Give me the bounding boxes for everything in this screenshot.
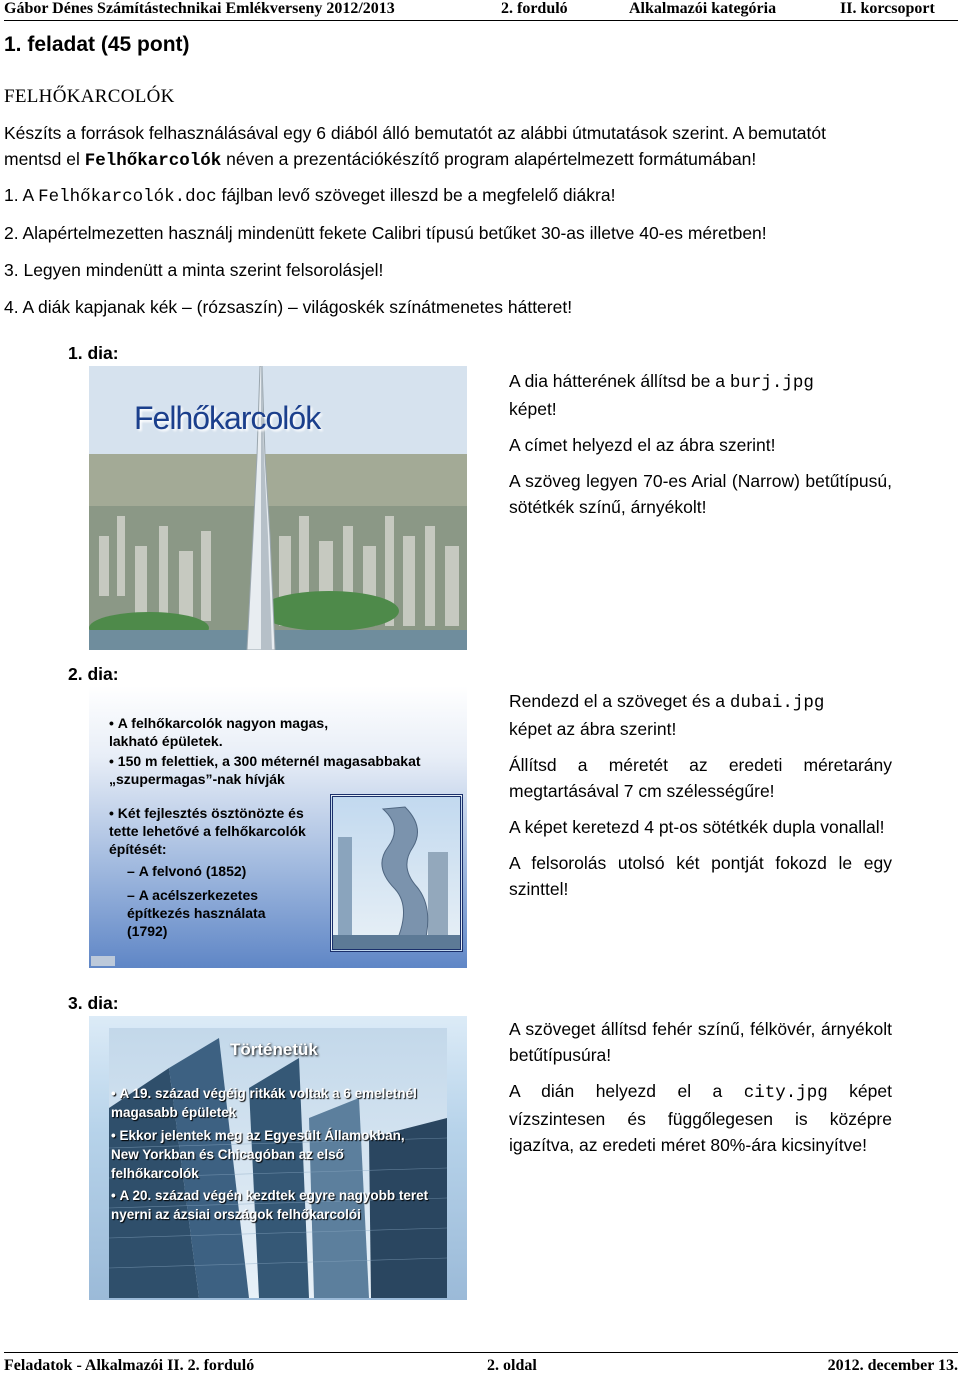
slide-3-bullet-2: • Ekkor jelentek meg az Egyesült Államokban, New Yorkban és Chicagóban az első felhőkarcolók	[111, 1128, 405, 1181]
dia-1-instr-3: A szöveg legyen 70-es Arial (Narrow) betűtípusú, sötétkék színű, árnyékolt!	[509, 471, 892, 517]
dia-2-instr-1-pre: Rendezd el a szöveget és a	[509, 691, 730, 711]
slide-2-subbullet-2-text: A acélszerkezetes építkezés használata (1792)	[127, 887, 266, 939]
slide-2-subbullet-1-text: A felvonó (1852)	[138, 863, 247, 879]
slide-3-preview	[89, 1016, 467, 1300]
dia-2-instructions	[509, 688, 892, 912]
dia-3-label: 3. dia:	[68, 993, 119, 1013]
step-1	[4, 185, 615, 207]
slide-2-bullet-3-text: Két fejlesztés ösztönözte és tette lehetővé a felhőkarcolók építését:	[109, 805, 306, 857]
dia-3-instr-2-post: képet vízszintesen és függőlegesen is középre igazítva, az eredeti méret 80%-ára kicsinyítve!	[509, 1081, 892, 1155]
slide-1-preview	[89, 366, 467, 650]
step-2: 2. Alapértelmezetten használj mindenütt fekete Calibri típusú betűket 30-as illetve 40-es méretben!	[4, 223, 767, 243]
dia-2-instr-4: A felsorolás utolsó két pontját fokozd le egy szinttel!	[509, 853, 892, 899]
page-footer	[4, 1352, 958, 1375]
slide-2-nav-icon	[91, 956, 115, 966]
dia-1-instructions	[509, 368, 892, 530]
header-competition: Gábor Dénes Számítástechnikai Emlékverseny 2012/2013	[4, 0, 395, 17]
dia-2-label: 2. dia:	[68, 664, 119, 684]
dia-1-instr-1-pre: A dia hátterének állítsd be a	[509, 371, 730, 391]
dia-1-instr-1	[509, 368, 892, 422]
footer-left: Feladatok - Alkalmazói II. 2. forduló	[4, 1357, 255, 1374]
page-header	[4, 0, 958, 21]
header-category: Alkalmazói kategória	[629, 0, 777, 17]
dia-3-instr-1: A szöveget állítsd fehér színű, félkövér, árnyékolt betűtípusúra!	[509, 1019, 892, 1065]
footer-date: 2012. december 13.	[827, 1357, 958, 1374]
dubai-image	[330, 794, 463, 952]
slide-2-subbullet-1: – A felvonó (1852)	[127, 863, 247, 879]
slide-2-preview	[89, 686, 467, 968]
dia-2-instr-2: Állítsd a méretét az eredeti méretarány megtartásával 7 cm szélességűre!	[509, 755, 892, 801]
step-1-rest: fájlban levő szöveget illeszd be a megfelelő diákra!	[216, 185, 616, 205]
header-group: II. korcsoport	[840, 0, 935, 17]
slide-3-bullet-2-text: Ekkor jelentek meg az Egyesült Államokban, New Yorkban és Chicagóban az első felhőkarcolók	[111, 1128, 405, 1181]
slide-2-bullet-3: • Két fejlesztés ösztönözte és tette lehetővé a felhőkarcolók építését:	[109, 805, 306, 857]
header-round: 2. forduló	[501, 0, 568, 17]
dia-3-instr-2	[509, 1078, 892, 1158]
step-3: 3. Legyen mindenütt a minta szerint felsorolásjel!	[4, 260, 384, 280]
slide-2-bullet-1: • A felhőkarcolók nagyon magas, lakható épületek.	[109, 715, 329, 749]
intro-line-1: Készíts a források felhasználásával egy 6 diából álló bemutatót az alábbi útmutatások szerint. A bemutatót	[4, 123, 826, 143]
dia-3-instructions	[509, 1016, 892, 1168]
task-title: 1. feladat (45 pont)	[4, 33, 190, 56]
dia-1-instr-1-post: képet!	[509, 399, 557, 419]
slide-2-bullet-1-text: A felhőkarcolók nagyon magas, lakható épületek.	[109, 715, 329, 749]
dia-2-instr-1-post: képet az ábra szerint!	[509, 719, 677, 739]
slide-2-subbullet-2: – A acélszerkezetes építkezés használata (1792)	[127, 887, 266, 939]
dubai-filename: dubai.jpg	[729, 693, 825, 713]
step-1-num: 1. A	[4, 185, 39, 205]
slide-3-bullet-3-text: A 20. század végén kezdtek egyre nagyobb teret nyerni az ázsiai országok felhőkarcolói	[111, 1188, 429, 1222]
slide-3-bullet-1-text: A 19. század végéig ritkák voltak a 6 emeletnél magasabb épületek	[111, 1086, 417, 1120]
dubai-tower-illustration	[333, 797, 460, 949]
intro-line-2-post: néven a prezentációkészítő program alapértelmezett formátumában!	[221, 149, 757, 169]
dia-1-label: 1. dia:	[68, 343, 119, 363]
dia-2-instr-1	[509, 688, 892, 742]
step-4: 4. A diák kapjanak kék – (rózsaszín) – világoskék színátmenetes hátteret!	[4, 297, 573, 317]
dia-1-instr-2: A címet helyezd el az ábra szerint!	[509, 435, 776, 455]
slide-3-title: Történetük	[230, 1040, 318, 1059]
city-filename: city.jpg	[743, 1083, 828, 1103]
slide-2-bullet-2: • 150 m felettiek, a 300 méternél magasabbakat „szupermagas”-nak hívják	[109, 753, 421, 787]
dia-3-instr-2-pre: A dián helyezd el a	[509, 1081, 744, 1101]
intro-line-2	[4, 146, 756, 174]
footer-page: 2. oldal	[487, 1357, 537, 1374]
slide-1-title: Felhőkarcolók	[134, 400, 321, 436]
slide-3-bullet-3: • A 20. század végén kezdtek egyre nagyobb teret nyerni az ázsiai országok felhőkarcolói	[111, 1188, 429, 1222]
burj-filename: burj.jpg	[729, 373, 814, 393]
dia-2-instr-3: A képet keretezd 4 pt-os sötétkék dupla vonallal!	[509, 817, 885, 837]
document-title: FELHŐKARCOLÓK	[4, 86, 175, 107]
step-1-file: Felhőkarcolók.doc	[38, 187, 217, 207]
intro-line-2-pre: mentsd el	[4, 149, 85, 169]
slide-2-bullet-2-text: 150 m felettiek, a 300 méternél magasabbakat „szupermagas”-nak hívják	[109, 753, 421, 787]
slide-3-bullet-1: • A 19. század végéig ritkák voltak a 6 emeletnél magasabb épületek	[111, 1086, 417, 1120]
presentation-filename: Felhőkarcolók	[84, 151, 222, 171]
